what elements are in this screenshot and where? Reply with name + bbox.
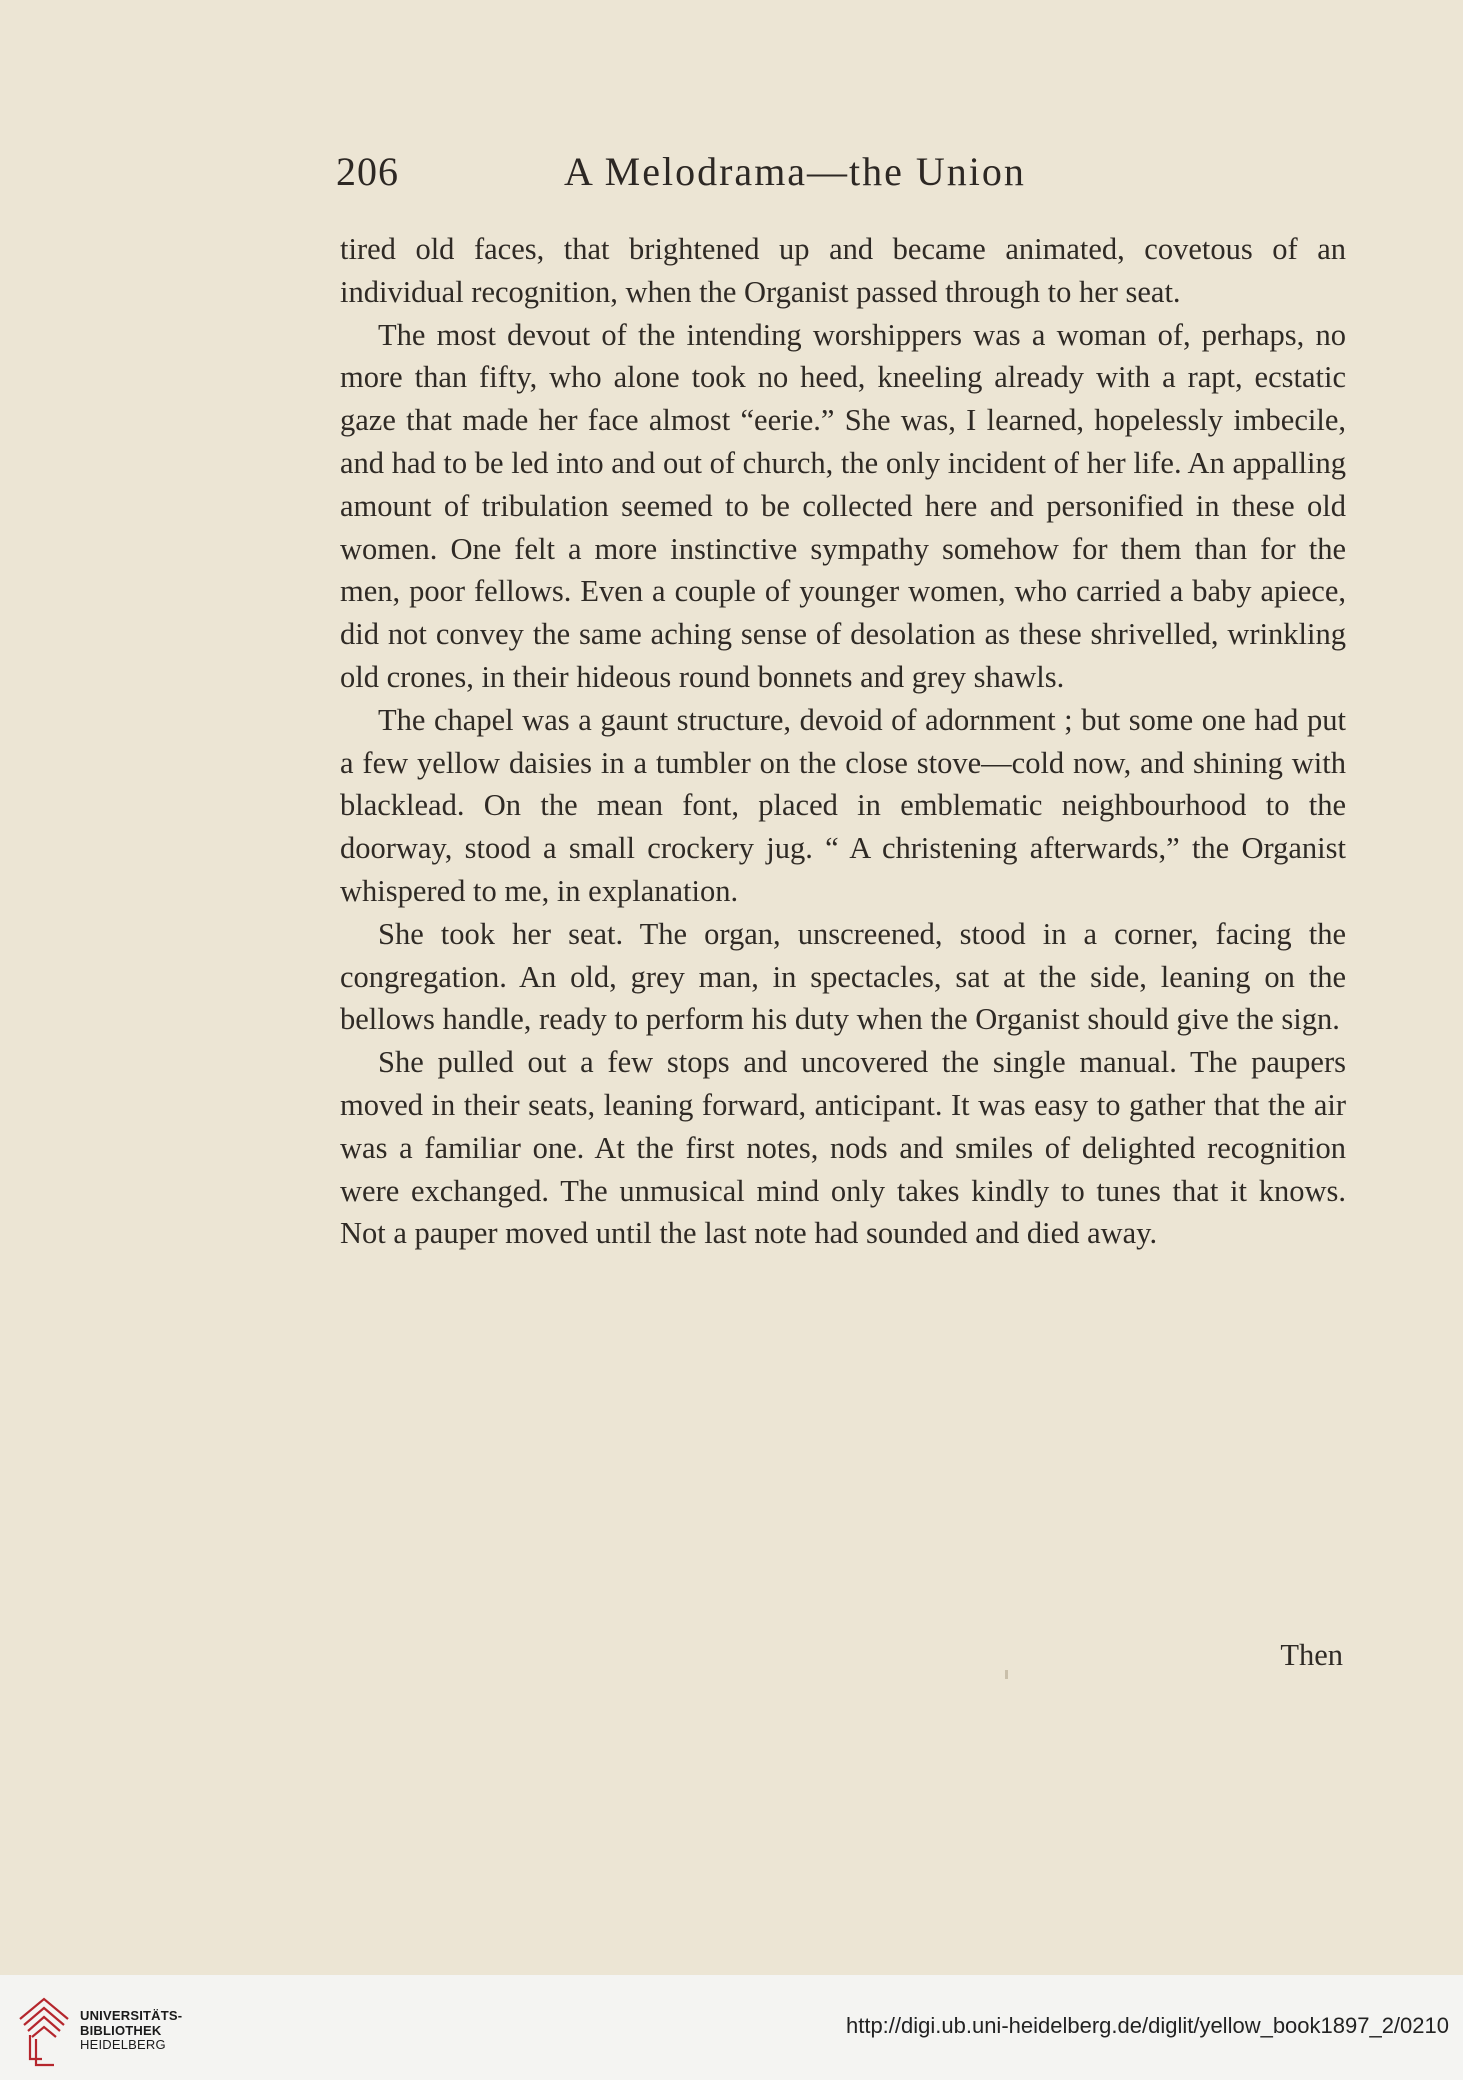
paragraph-5: She pulled out a few stops and uncovered the single manual. The paupers moved in their seats, leaning forward, anticipant. It was easy to gather that the air was a familiar one. At the first notes, nods and smiles of delighted recognition were exchanged. The unmusical mind only takes kindly to tunes that it knows. Not a pauper moved until the last note had sounded and died away. (340, 1045, 1346, 1251)
paper-speck (1005, 1670, 1008, 1679)
paragraph-4: She took her seat. The organ, unscreened, stood in a corner, facing the congregation. An old, grey man, in spectacles, sat at the side, leaning on the bellows handle, ready to perform his duty when the Organist should give the sign. (340, 916, 1346, 1037)
library-name-line-3: HEIDELBERG (80, 2037, 166, 2052)
catchword: Then (1280, 1638, 1343, 1672)
body-text (340, 228, 1346, 1255)
paragraph-1: tired old faces, that brightened up and became animated, covetous of an individual recognition, when the Organist passed through to her seat. (340, 232, 1346, 309)
running-head (336, 148, 1346, 208)
library-name-line-1: UNIVERSITÄTS- (80, 2008, 183, 2023)
running-title: A Melodrama—the Union (564, 149, 1026, 194)
page-number: 206 (336, 149, 399, 194)
library-name-line-2: BIBLIOTHEK (80, 2022, 162, 2038)
viewer-footer (0, 1975, 1463, 2080)
paragraph-2: The most devout of the intending worshippers was a woman of, perhaps, no more than fifty, who alone took no heed, kneeling already with a rapt, ecstatic gaze that made her face almost “eerie.” She was, I learned, hopelessly imbecile, and had to be led into and out of church, the only incident of her life. An appalling amount of tribulation seemed to be collected here and personified in these old women. One felt a more instinctive sympathy somehow for them than for the men, poor fellows. Even a couple of younger women, who carried a baby apiece, did not convey the same aching sense of desolation as these shrivelled, wrinkling old crones, in their hideous round bonnets and grey shawls. (340, 317, 1346, 694)
library-logo-icon[interactable] (14, 1989, 74, 2069)
paragraph-3: The chapel was a gaunt structure, devoid of adornment ; but some one had put a few yellow daisies in a tumbler on the close stove—cold now, and shining with blacklead. On the mean font, placed in emblematic neighbourhood to the doorway, stood a small crockery jug. “ A christening afterwards,” the Organist whispered to me, in explanation. (340, 702, 1346, 908)
permalink-url[interactable]: http://digi.ub.uni-heidelberg.de/diglit/yellow_book1897_2/0210 (845, 2013, 1449, 2038)
library-name (80, 2009, 182, 2053)
